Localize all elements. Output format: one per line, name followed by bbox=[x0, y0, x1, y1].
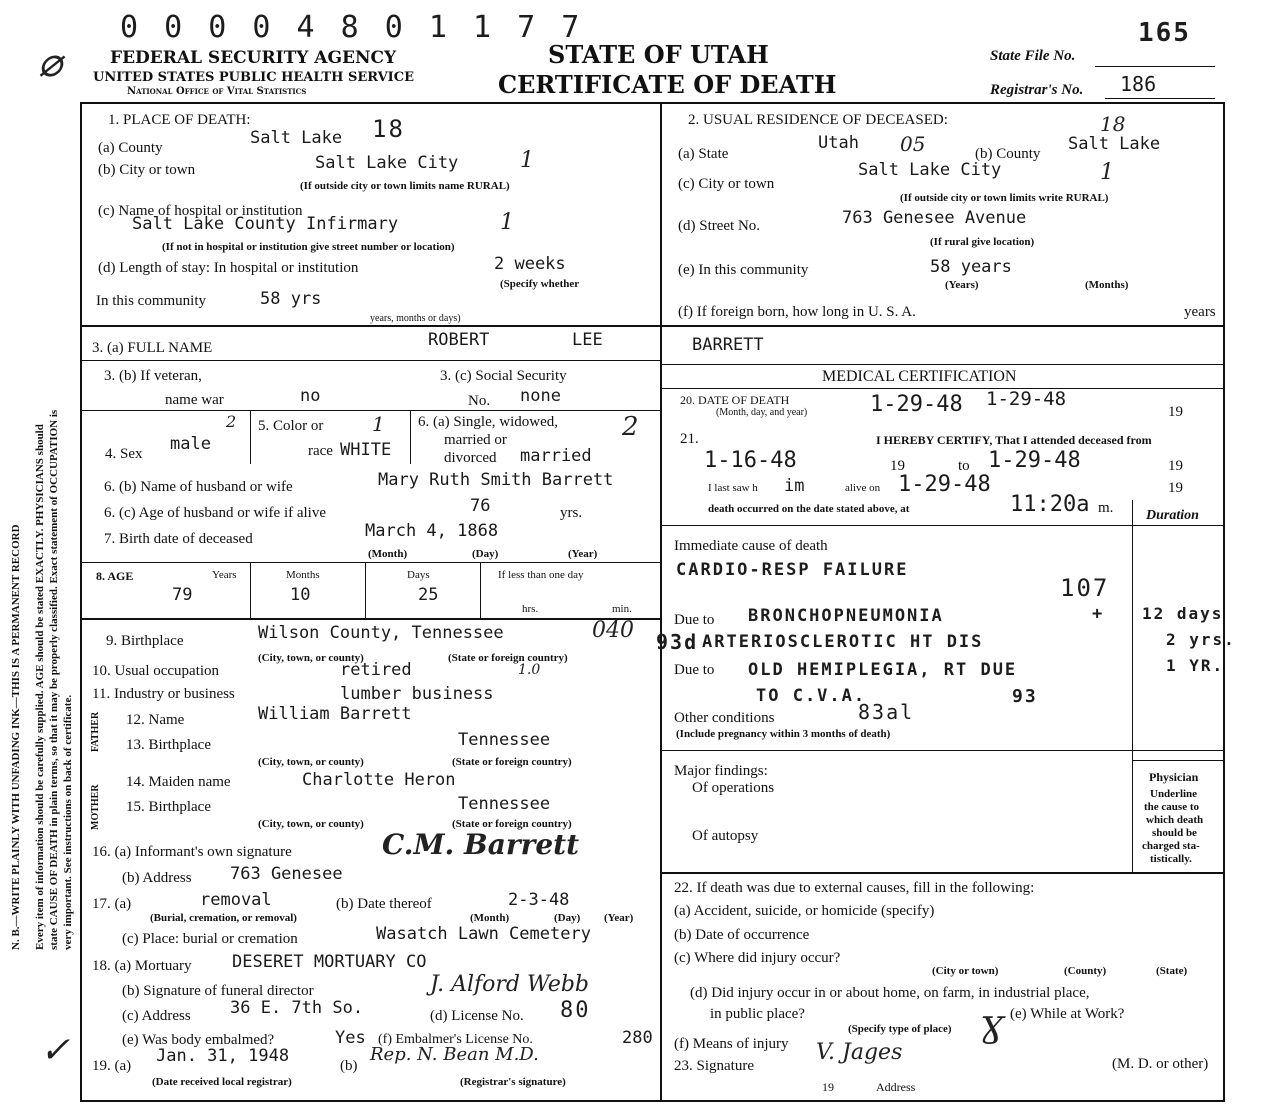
nineteen-3: 19 bbox=[1168, 480, 1183, 496]
res-state-label: (a) State bbox=[678, 146, 729, 162]
res-city-code: 1 bbox=[1100, 160, 1114, 185]
father-birth-label: 13. Birthplace bbox=[126, 737, 211, 753]
license-label: (d) License No. bbox=[430, 1008, 524, 1024]
external-a: (a) Accident, suicide, or homicide (specify) bbox=[674, 903, 935, 919]
registrar-sig-note: (Registrar's signature) bbox=[460, 1076, 566, 1088]
race-label: race bbox=[308, 443, 333, 459]
registrar-label: Registrar's No. bbox=[990, 82, 1084, 98]
due1b-value: ARTERIOSCLEROTIC HT DIS bbox=[702, 632, 984, 652]
disposal-label: 17. (a) bbox=[92, 896, 132, 912]
phys-note-1: Physician bbox=[1149, 770, 1199, 784]
age-lessday-head: If less than one day bbox=[498, 569, 584, 581]
birth-label: 7. Birth date of deceased bbox=[104, 531, 253, 547]
time-m: m. bbox=[1098, 500, 1114, 516]
sig-nineteen: 19 bbox=[822, 1080, 834, 1094]
mother-birth-note-2: (State or foreign country) bbox=[452, 818, 572, 830]
marital-label-2: married or bbox=[444, 432, 507, 448]
occurred-label: death occurred on the date stated above, at bbox=[708, 503, 910, 515]
state-file-label: State File No. bbox=[990, 48, 1076, 64]
external-b: (b) Date of occurrence bbox=[674, 927, 810, 943]
age-years-head: Years bbox=[212, 569, 237, 581]
mother-name-label: 14. Maiden name bbox=[126, 774, 231, 790]
dur1b-value: 2 yrs. bbox=[1166, 630, 1236, 649]
side-note-2: Every item of information should be carefully supplied. AGE should be stated EXACTLY. PHYSICIANS should bbox=[34, 424, 46, 950]
ss-no-label: No. bbox=[468, 393, 491, 409]
other-label: Other conditions bbox=[674, 710, 775, 726]
received-label: 19. (a) bbox=[92, 1058, 132, 1074]
father-tag: FATHER bbox=[90, 711, 101, 752]
pod-city-code: 1 bbox=[520, 148, 534, 173]
res-city-label: (c) City or town bbox=[678, 176, 775, 192]
state-title: STATE OF UTAH bbox=[548, 40, 769, 69]
due1-value: BRONCHOPNEUMONIA bbox=[748, 606, 944, 626]
code-93d: 93d bbox=[656, 630, 699, 654]
check-mark-icon: ✓ bbox=[40, 1030, 71, 1071]
res-years-suffix: years bbox=[1184, 304, 1216, 320]
father-name-value: William Barrett bbox=[258, 704, 412, 724]
registrar-number: 186 bbox=[1120, 72, 1157, 96]
external-c-note-2: (County) bbox=[1064, 965, 1107, 977]
pod-community-note: years, months or days) bbox=[370, 313, 461, 324]
pod-stay-value: 2 weeks bbox=[494, 254, 566, 274]
attended-from: 1-16-48 bbox=[704, 448, 797, 473]
duration-heading: Duration bbox=[1146, 508, 1199, 523]
attended-to: 1-29-48 bbox=[988, 448, 1081, 473]
dod-nineteen: 19 bbox=[1168, 404, 1183, 420]
father-birth-value: Tennessee bbox=[458, 730, 551, 750]
age-months-head: Months bbox=[286, 569, 320, 581]
age-days-value: 25 bbox=[418, 585, 439, 605]
external-c-note-1: (City or town) bbox=[932, 965, 999, 977]
embalmer-label: (f) Embalmer's License No. bbox=[378, 1032, 533, 1047]
attended-to-label: to bbox=[958, 458, 970, 474]
res-street-label: (d) Street No. bbox=[678, 218, 761, 234]
center-divider bbox=[660, 102, 662, 1102]
ss-value: none bbox=[520, 386, 561, 406]
other-value: 83al bbox=[858, 700, 915, 724]
registrar-sig-label: (b) bbox=[340, 1058, 358, 1074]
age-label: 8. AGE bbox=[96, 569, 134, 583]
sex-value: male bbox=[170, 434, 211, 454]
mortuary-address-label: (c) Address bbox=[122, 1008, 191, 1024]
pod-hospital-code: 1 bbox=[500, 210, 514, 235]
occupation-value: retired bbox=[340, 660, 412, 680]
certify-text: I HEREBY CERTIFY, That I attended deceased from bbox=[876, 433, 1152, 447]
due1-label: Due to bbox=[674, 612, 715, 628]
physician-signature: V. Jages bbox=[816, 1040, 903, 1065]
informant-signature: C.M. Barrett bbox=[382, 828, 580, 861]
signature-label: 23. Signature bbox=[674, 1058, 754, 1074]
due2b-value: TO C.V.A. bbox=[756, 686, 867, 706]
marital-label: 6. (a) Single, widowed, bbox=[418, 414, 558, 430]
race-value: WHITE bbox=[340, 440, 392, 460]
pod-community-value: 58 yrs bbox=[260, 289, 322, 309]
birth-month-note: (Month) bbox=[368, 548, 408, 560]
external-e: (e) While at Work? bbox=[1010, 1006, 1125, 1022]
dod-value: 1-29-48 bbox=[870, 392, 963, 417]
full-name-label: 3. (a) FULL NAME bbox=[92, 340, 213, 356]
pod-hospital-value: Salt Lake County Infirmary bbox=[132, 214, 399, 234]
age-hrs-label: hrs. bbox=[522, 603, 539, 615]
due2-value: OLD HEMIPLEGIA, RT DUE bbox=[748, 660, 1018, 680]
disposal-date-year: (Year) bbox=[604, 912, 634, 924]
spouse-age-value: 76 bbox=[470, 496, 491, 516]
father-name-label: 12. Name bbox=[126, 712, 185, 728]
dur1-value: 12 days bbox=[1142, 604, 1224, 623]
color-label: 5. Color or bbox=[258, 418, 324, 434]
time-value: 11:20a bbox=[1010, 492, 1090, 517]
spouse-age-yrs: yrs. bbox=[560, 505, 583, 521]
due1-plus: + bbox=[1092, 604, 1105, 624]
nineteen-1: 19 bbox=[890, 458, 905, 474]
corner-mark-icon: ⌀ bbox=[38, 40, 63, 86]
birth-value: March 4, 1868 bbox=[365, 521, 499, 541]
spouse-value: Mary Ruth Smith Barrett bbox=[378, 470, 614, 490]
res-city-value: Salt Lake City bbox=[858, 160, 1002, 180]
registrar-signature: Rep. N. Bean M.D. bbox=[370, 1044, 539, 1065]
agency-name: FEDERAL SECURITY AGENCY bbox=[110, 48, 397, 68]
external-d-note: (Specify type of place) bbox=[848, 1023, 952, 1035]
war-label: name war bbox=[165, 392, 224, 408]
major-findings-label: Major findings: bbox=[674, 763, 768, 779]
license-value: 80 bbox=[560, 998, 591, 1023]
sex-label: 4. Sex bbox=[105, 446, 143, 462]
informant-sig-label: 16. (a) Informant's own signature bbox=[92, 844, 292, 860]
first-name: ROBERT bbox=[428, 330, 490, 350]
res-community-label: (e) In this community bbox=[678, 262, 809, 278]
certify-number: 21. bbox=[680, 431, 699, 447]
sig-address-label: Address bbox=[876, 1080, 916, 1094]
operations-label: Of operations bbox=[692, 780, 775, 796]
last-saw-him: im bbox=[784, 476, 805, 496]
war-value: no bbox=[300, 386, 321, 406]
burial-place-value: Wasatch Lawn Cemetery bbox=[376, 924, 591, 944]
father-birth-note-2: (State or foreign country) bbox=[452, 756, 572, 768]
received-value: Jan. 31, 1948 bbox=[156, 1046, 290, 1066]
mother-name-value: Charlotte Heron bbox=[302, 770, 456, 790]
autopsy-label: Of autopsy bbox=[692, 828, 759, 844]
dod-note: (Month, day, and year) bbox=[716, 407, 808, 418]
embalmer-value: 280 bbox=[622, 1028, 653, 1048]
phys-note-6: charged sta- bbox=[1142, 840, 1200, 852]
mortuary-value: DESERET MORTUARY CO bbox=[232, 952, 427, 972]
birthplace-note-1: (City, town, or county) bbox=[258, 652, 364, 664]
phys-note-7: tistically. bbox=[1150, 853, 1192, 865]
age-months-value: 10 bbox=[290, 585, 311, 605]
pod-county-value: Salt Lake bbox=[250, 128, 343, 148]
external-c: (c) Where did injury occur? bbox=[674, 950, 841, 966]
res-city-note: (If outside city or town limits write RURAL) bbox=[900, 192, 1109, 204]
occupation-code: 1.0 bbox=[518, 662, 541, 678]
age-years-value: 79 bbox=[172, 585, 193, 605]
embalmed-label: (e) Was body embalmed? bbox=[122, 1032, 275, 1048]
informant-address-label: (b) Address bbox=[122, 870, 192, 886]
mortuary-label: 18. (a) Mortuary bbox=[92, 958, 192, 974]
pod-hospital-label: (c) Name of hospital or institution bbox=[98, 203, 303, 219]
pod-stay-note: (Specify whether bbox=[500, 278, 580, 290]
pod-county-code: 18 bbox=[372, 115, 405, 143]
disposal-date-value: 2-3-48 bbox=[508, 890, 570, 910]
res-community-value: 58 years bbox=[930, 257, 1012, 277]
office-name: National Office of Vital Statistics bbox=[127, 86, 307, 97]
birth-day-note: (Day) bbox=[472, 548, 499, 560]
external-d-2: in public place? bbox=[710, 1006, 805, 1022]
disposal-date-month: (Month) bbox=[470, 912, 510, 924]
last-saw-label: I last saw h bbox=[708, 482, 758, 494]
res-street-note: (If rural give location) bbox=[930, 236, 1035, 248]
external-heading: 22. If death was due to external causes, fill in the following: bbox=[674, 880, 1035, 896]
side-note-3: state CAUSE OF DEATH in plain terms, so that it may be properly classified. Exact statement of OCCUPATION is bbox=[48, 409, 60, 950]
res-state-value: Utah bbox=[818, 133, 859, 153]
birthplace-note-2: (State or foreign country) bbox=[448, 652, 568, 664]
due2-label: Due to bbox=[674, 662, 715, 678]
phys-note-3: the cause to bbox=[1144, 801, 1199, 813]
mother-tag: MOTHER bbox=[90, 784, 101, 830]
md-label: (M. D. or other) bbox=[1112, 1056, 1209, 1072]
res-years-note: (Years) bbox=[945, 279, 979, 291]
pod-stay-label: (d) Length of stay: In hospital or institution bbox=[98, 260, 359, 276]
side-note-4: very important. See instructions on back of certificate. bbox=[62, 694, 74, 950]
last-name: BARRETT bbox=[692, 335, 764, 355]
age-days-head: Days bbox=[407, 569, 430, 581]
marital-value: married bbox=[520, 446, 592, 466]
ss-label: 3. (c) Social Security bbox=[440, 368, 567, 384]
director-label: (b) Signature of funeral director bbox=[122, 983, 314, 999]
res-street-value: 763 Genesee Avenue bbox=[842, 208, 1027, 228]
middle-name: LEE bbox=[572, 330, 603, 350]
last-saw-value: 1-29-48 bbox=[898, 472, 991, 497]
medical-heading: MEDICAL CERTIFICATION bbox=[822, 368, 1017, 385]
res-county-label: (b) County bbox=[975, 146, 1041, 162]
father-birth-note-1: (City, town, or county) bbox=[258, 756, 364, 768]
birth-year-note: (Year) bbox=[568, 548, 598, 560]
dod-label: 20. DATE OF DEATH bbox=[680, 393, 790, 407]
code-107: 107 bbox=[1060, 574, 1110, 602]
state-file-number: 165 bbox=[1138, 18, 1191, 48]
serial-number: 0 0 0 0 4 8 0 1 1 7 7 bbox=[120, 10, 584, 45]
pod-city-value: Salt Lake City bbox=[315, 153, 459, 173]
res-state-code: 05 bbox=[900, 132, 926, 156]
res-county-value: Salt Lake bbox=[1068, 134, 1161, 154]
pregnancy-note: (Include pregnancy within 3 months of death) bbox=[676, 728, 891, 740]
external-f: (f) Means of injury bbox=[674, 1036, 789, 1052]
mother-birth-value: Tennessee bbox=[458, 794, 551, 814]
pod-hospital-note: (If not in hospital or institution give street number or location) bbox=[162, 241, 455, 253]
pod-city-label: (b) City or town bbox=[98, 162, 196, 178]
birthplace-label: 9. Birthplace bbox=[106, 633, 184, 649]
industry-label: 11. Industry or business bbox=[92, 686, 235, 702]
race-code: 1 bbox=[372, 412, 385, 436]
dur2-value: 1 YR. bbox=[1166, 656, 1225, 675]
disposal-date-day: (Day) bbox=[554, 912, 581, 924]
birthplace-code: 040 bbox=[592, 618, 634, 643]
disposal-date-label: (b) Date thereof bbox=[336, 896, 432, 912]
received-note: (Date received local registrar) bbox=[152, 1076, 292, 1088]
phys-note-2: Underline bbox=[1150, 788, 1198, 800]
alive-label: alive on bbox=[845, 482, 881, 494]
pod-county-label: (a) County bbox=[98, 140, 163, 156]
residence-heading: 2. USUAL RESIDENCE OF DECEASED: bbox=[688, 112, 948, 128]
age-min-label: min. bbox=[612, 603, 632, 615]
burial-place-label: (c) Place: burial or cremation bbox=[122, 931, 298, 947]
marital-code: 2 bbox=[622, 412, 639, 442]
res-months-note: (Months) bbox=[1085, 279, 1129, 291]
nineteen-2: 19 bbox=[1168, 458, 1183, 474]
pod-city-note: (If outside city or town limits name RURAL) bbox=[300, 180, 510, 192]
place-of-death-heading: 1. PLACE OF DEATH: bbox=[108, 112, 251, 128]
sex-code: 2 bbox=[226, 412, 237, 431]
immediate-value: CARDIO-RESP FAILURE bbox=[676, 560, 909, 580]
external-c-note-3: (State) bbox=[1156, 965, 1188, 977]
phys-note-5: should be bbox=[1152, 827, 1197, 839]
initials-mark: Ɣ bbox=[980, 1010, 1005, 1050]
mother-birth-note-1: (City, town, or county) bbox=[258, 818, 364, 830]
occupation-label: 10. Usual occupation bbox=[92, 663, 220, 679]
embalmed-value: Yes bbox=[335, 1028, 366, 1048]
service-name: UNITED STATES PUBLIC HEALTH SERVICE bbox=[93, 70, 415, 85]
res-foreign-label: (f) If foreign born, how long in U. S. A. bbox=[678, 304, 916, 320]
industry-value: lumber business bbox=[340, 684, 494, 704]
birthplace-value: Wilson County, Tennessee bbox=[258, 623, 504, 643]
informant-address-value: 763 Genesee bbox=[230, 864, 343, 884]
res-county-code: 18 bbox=[1100, 112, 1126, 136]
veteran-label: 3. (b) If veteran, bbox=[104, 368, 202, 384]
page-title: CERTIFICATE OF DEATH bbox=[498, 70, 837, 99]
marital-label-3: divorced bbox=[444, 450, 497, 466]
phys-note-4: which death bbox=[1146, 814, 1204, 826]
mother-birth-label: 15. Birthplace bbox=[126, 799, 211, 815]
immediate-label: Immediate cause of death bbox=[674, 538, 828, 554]
external-d: (d) Did injury occur in or about home, on farm, in industrial place, bbox=[690, 985, 1090, 1001]
side-note-1: N. B.—WRITE PLAINLY WITH UNFADING INK—THIS IS A PERMANENT RECORD bbox=[10, 524, 22, 950]
disposal-value: removal bbox=[200, 890, 272, 910]
code-93: 93 bbox=[1012, 686, 1038, 707]
spouse-age-label: 6. (c) Age of husband or wife if alive bbox=[104, 505, 327, 521]
pod-community-label: In this community bbox=[96, 293, 206, 309]
spouse-label: 6. (b) Name of husband or wife bbox=[104, 479, 293, 495]
mortuary-address-value: 36 E. 7th So. bbox=[230, 998, 364, 1018]
disposal-note: (Burial, cremation, or removal) bbox=[150, 912, 297, 924]
director-signature: J. Alford Webb bbox=[430, 972, 590, 997]
dod-value-2: 1-29-48 bbox=[986, 388, 1067, 410]
